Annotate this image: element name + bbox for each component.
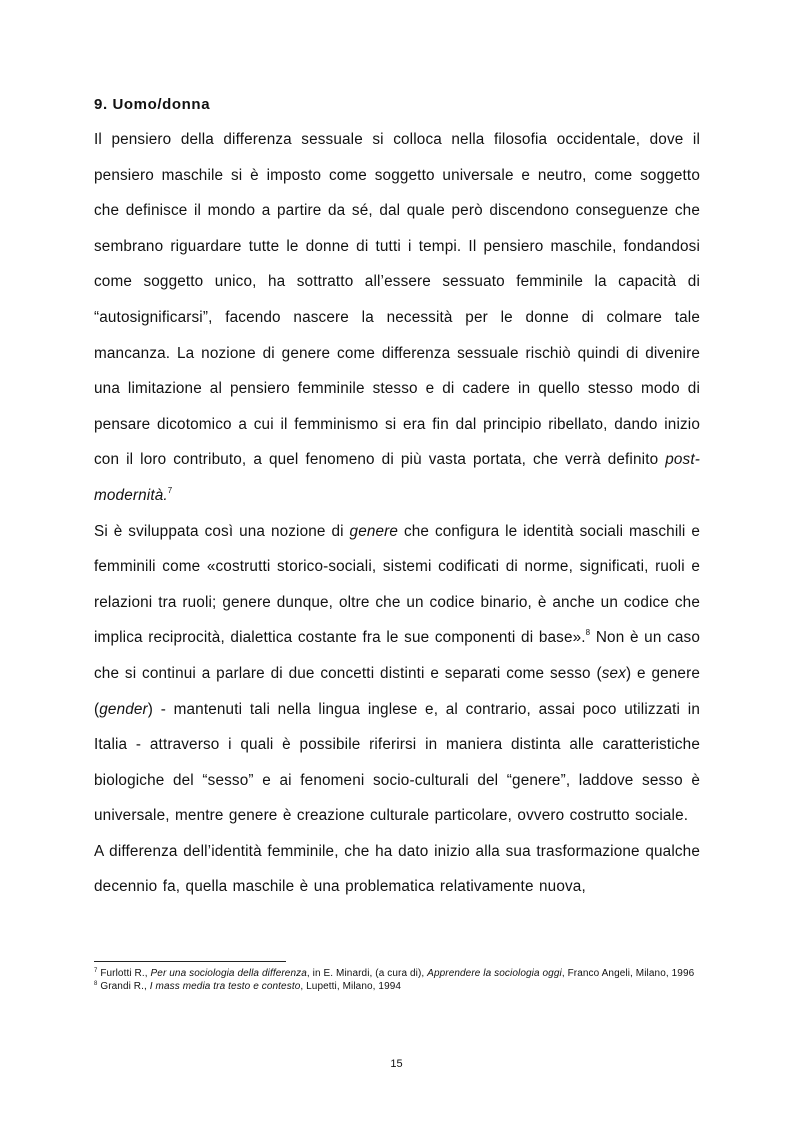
paragraph-2-text-c: Non è un caso che si continui a parlare di due concetti distinti e separati come sesso (	[94, 629, 700, 682]
footnote-7-text-b: , in E. Minardi, (a cura di),	[306, 968, 428, 979]
page-body	[94, 88, 700, 905]
footnote-divider	[94, 961, 286, 962]
footnote-8-text-a: Grandi R.,	[97, 980, 150, 992]
footnote-ref-7: 7	[167, 485, 173, 495]
footnote-8-italic-title: I mass media tra testo e contesto	[149, 980, 301, 992]
footnote-8-number: 8	[94, 980, 98, 987]
footnote-7-italic-book: Apprendere la sociologia oggi	[427, 968, 562, 979]
footnote-ref-8: 8	[585, 628, 591, 638]
paragraph-2-text-d: ) e genere (	[94, 664, 700, 718]
footnote-7-number: 7	[94, 968, 98, 974]
paragraph-3-text: A differenza dell’identità femminile, che ha dato inizio alla sua trasformazione qualche decennio fa, quella maschile è una problematica relativamente nuova,	[94, 842, 700, 896]
page-number: 15	[390, 1058, 403, 1070]
section-heading: 9. Uomo/donna	[94, 96, 211, 113]
footnote-7-italic-title: Per una sociologia della differenza	[150, 968, 307, 979]
footnote-7	[94, 968, 700, 981]
paragraph-2-italic-gender: gender	[99, 700, 148, 718]
paragraph-1-italic: post-modernità.	[94, 451, 700, 504]
paragraph-2-italic-genere: genere	[349, 522, 399, 540]
footnotes	[94, 968, 700, 993]
paragraph-1	[94, 122, 700, 514]
footnote-7-text-a: Furlotti R.,	[97, 968, 151, 979]
footnote-7-text-c: , Franco Angeli, Milano, 1996	[561, 968, 695, 979]
footnote-8	[94, 981, 700, 994]
footnote-8-text-b: , Lupetti, Milano, 1994	[300, 980, 402, 992]
paragraph-2-text-b: che configura le identità sociali maschili e femminili come «costrutti storico-sociali, sistemi codificati di norme, significati, ruoli e relazioni tra ruoli; genere dunque, oltre che un codice binario, è anche un codice che implica reciprocità, dialettica costante fra le sue componenti di base».	[94, 522, 700, 647]
paragraph-2-italic-sex: sex	[601, 664, 626, 682]
paragraph-2	[94, 514, 700, 834]
paragraph-3	[94, 834, 700, 905]
paragraph-2-text-a: Si è sviluppata così una nozione di	[94, 522, 350, 540]
paragraph-2-text-e: ) - mantenuti tali nella lingua inglese e, al contrario, assai poco utilizzati in Italia - attraverso i quali è possibile riferirsi in maniera distinta alle caratteristiche biologiche del “sesso” e ai fenomeni socio-culturali del “genere”, laddove sesso è universale, mentre genere è creazione culturale particolare, ovvero costrutto sociale.	[94, 700, 700, 825]
paragraph-1-text: Il pensiero della differenza sessuale si colloca nella filosofia occidentale, dove il pensiero maschile si è imposto come soggetto universale e neutro, come soggetto che definisce il mondo a partire da sé, dal quale però discendono conseguenze che sembrano riguardare tutte le donne di tutti i tempi. Il pensiero maschile, fondandosi come soggetto unico, ha sottratto all’essere sessuato femminile la capacità di “autosignificarsi”, facendo nascere la necessità per le donne di colmare tale mancanza. La nozione di genere come differenza sessuale rischiò quindi di divenire una limitazione al pensiero femminile stesso e di cadere in quello stesso modo di pensare dicotomico a cui il femminismo si era fin dal principio ribellato, dando inizio con il loro contributo, a quel fenomeno di più vasta portata, che verrà definito	[94, 131, 700, 469]
